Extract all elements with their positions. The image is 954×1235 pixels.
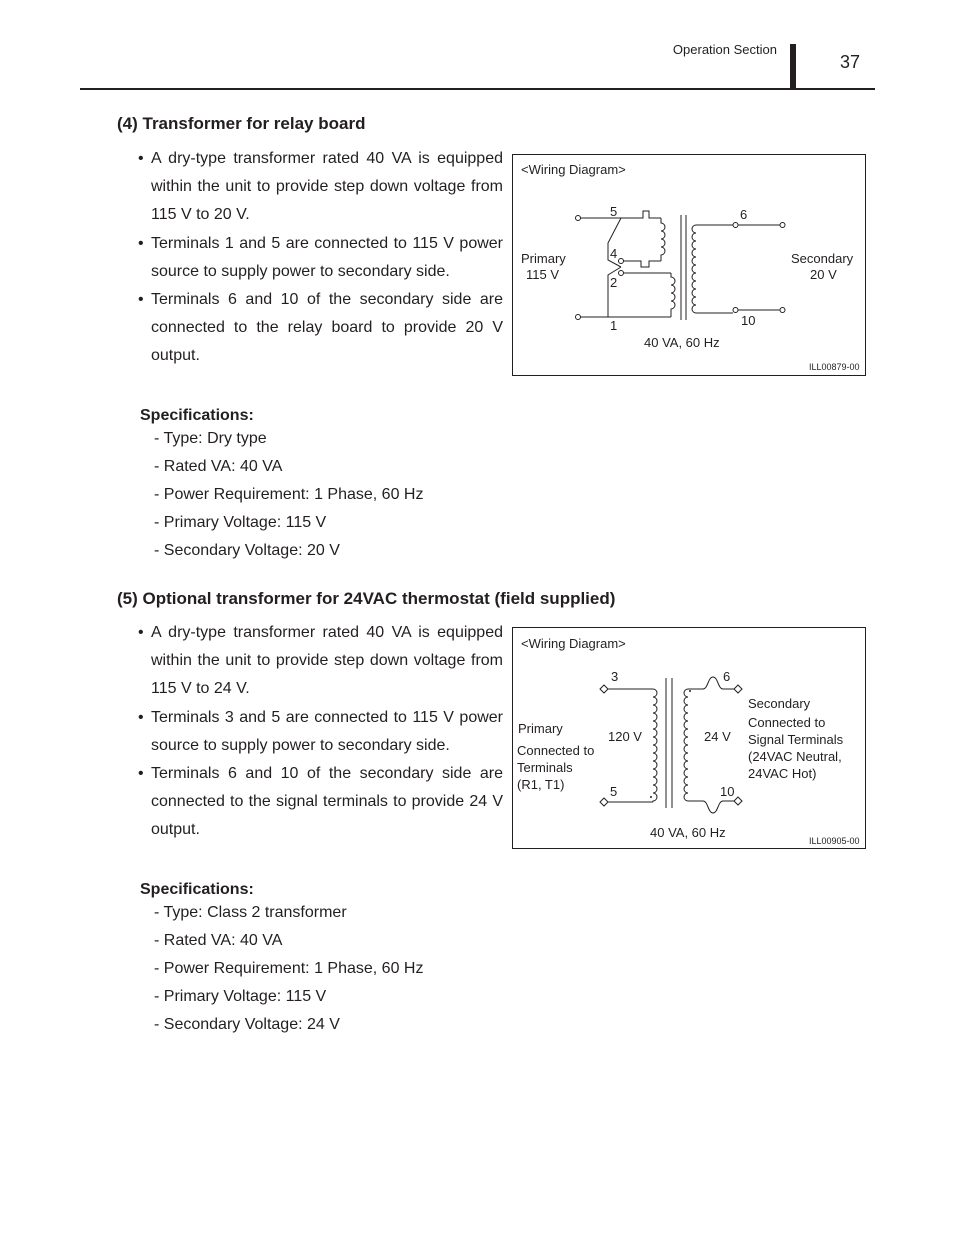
secondary-label: Secondary	[791, 251, 854, 266]
wiring-diagram-thermostat	[512, 627, 866, 849]
wiring-diagram-relay-board	[512, 154, 866, 376]
section-4-bullets	[138, 145, 503, 371]
diagram-id: ILL00905-00	[809, 836, 860, 846]
terminal-label-6: 6	[740, 207, 748, 222]
terminal-6-right	[780, 223, 785, 228]
terminal-10	[733, 308, 738, 313]
header-bar	[790, 44, 796, 88]
section-5-spec-list	[154, 899, 423, 1039]
spec-item: - Secondary Voltage: 20 V	[154, 542, 340, 559]
spec-item: - Rated VA: 40 VA	[154, 458, 283, 475]
terminal-label-2: 2	[610, 275, 618, 290]
primary-label-line: (R1, T1)	[517, 777, 565, 792]
terminal-1-left	[576, 315, 581, 320]
section-4-spec-list	[154, 425, 423, 565]
polarity-dot	[650, 796, 652, 798]
spec-item: - Primary Voltage: 115 V	[154, 988, 327, 1005]
terminal-label-10: 10	[720, 784, 735, 799]
terminal-10-right	[780, 308, 785, 313]
terminal-3	[600, 685, 608, 693]
terminal-10	[734, 797, 742, 805]
primary-label: Primary	[521, 251, 566, 266]
secondary-label-line: Secondary	[748, 696, 811, 711]
list-item: • A dry-type transformer rated 40 VA is equipped within the unit to provide step down voltage from 115 V to 24 V.	[138, 624, 503, 698]
wiring-diagram-svg	[513, 155, 865, 375]
secondary-label-line: 24VAC Hot)	[748, 766, 817, 781]
secondary-label-line: Connected to	[748, 715, 826, 730]
terminal-label-3: 3	[611, 669, 619, 684]
terminal-2	[619, 271, 624, 276]
section-4-title: (4) Transformer for relay board	[117, 114, 366, 133]
spec-item: - Primary Voltage: 115 V	[154, 514, 327, 531]
terminal-label-4: 4	[610, 246, 618, 261]
diagram-rating: 40 VA, 60 Hz	[650, 825, 726, 840]
diagram-rating: 40 VA, 60 Hz	[644, 335, 720, 350]
spec-item: - Rated VA: 40 VA	[154, 932, 283, 949]
spec-item: - Power Requirement: 1 Phase, 60 Hz	[154, 960, 424, 977]
terminal-6	[733, 223, 738, 228]
secondary-label-line: (24VAC Neutral,	[748, 749, 842, 764]
spec-item: - Type: Class 2 transformer	[154, 904, 347, 921]
terminal-label-5: 5	[610, 784, 618, 799]
running-header: Operation Section	[672, 42, 777, 57]
polarity-dot	[689, 690, 691, 692]
terminal-label-10: 10	[741, 313, 756, 328]
secondary-label-line: Signal Terminals	[748, 732, 844, 747]
primary-label-line: Connected to	[517, 743, 595, 758]
secondary-voltage: 20 V	[810, 267, 837, 282]
wiring-diagram-svg	[513, 628, 865, 848]
list-item: • Terminals 1 and 5 are connected to 115 V power source to supply power to secondary side.	[138, 234, 503, 280]
diagram-caption: <Wiring Diagram>	[521, 162, 626, 177]
primary-voltage: 120 V	[608, 729, 642, 744]
terminal-4	[619, 259, 624, 264]
terminal-5	[600, 798, 608, 806]
spec-item: - Type: Dry type	[154, 430, 267, 447]
diagram-caption: <Wiring Diagram>	[521, 636, 626, 651]
header-rule	[80, 88, 875, 90]
terminal-5-left	[576, 216, 581, 221]
terminal-label-6: 6	[723, 669, 731, 684]
spec-item: - Power Requirement: 1 Phase, 60 Hz	[154, 486, 424, 503]
list-item: • Terminals 6 and 10 of the secondary side are connected to the signal terminals to provide 24 V output.	[138, 765, 503, 839]
list-item: • A dry-type transformer rated 40 VA is equipped within the unit to provide step down voltage from 115 V to 20 V.	[138, 150, 503, 224]
list-item: • Terminals 6 and 10 of the secondary side are connected to the relay board to provide 20 V output.	[138, 291, 503, 365]
primary-label-line: Primary	[518, 721, 563, 736]
primary-voltage: 115 V	[526, 267, 560, 282]
secondary-voltage: 24 V	[704, 729, 731, 744]
terminal-label-5: 5	[610, 204, 618, 219]
section-4-spec-title: Specifications:	[140, 407, 254, 424]
diagram-id: ILL00879-00	[809, 362, 860, 372]
primary-label-line: Terminals	[517, 760, 573, 775]
list-item: • Terminals 3 and 5 are connected to 115 V power source to supply power to secondary side.	[138, 708, 503, 754]
terminal-label-1: 1	[610, 318, 618, 333]
spec-item: - Secondary Voltage: 24 V	[154, 1016, 340, 1033]
section-5-bullets	[138, 619, 503, 845]
terminal-6	[734, 685, 742, 693]
section-5-title: (5) Optional transformer for 24VAC thermostat (field supplied)	[117, 589, 616, 608]
page-number: 37	[839, 52, 861, 72]
section-5-spec-title: Specifications:	[140, 881, 254, 898]
